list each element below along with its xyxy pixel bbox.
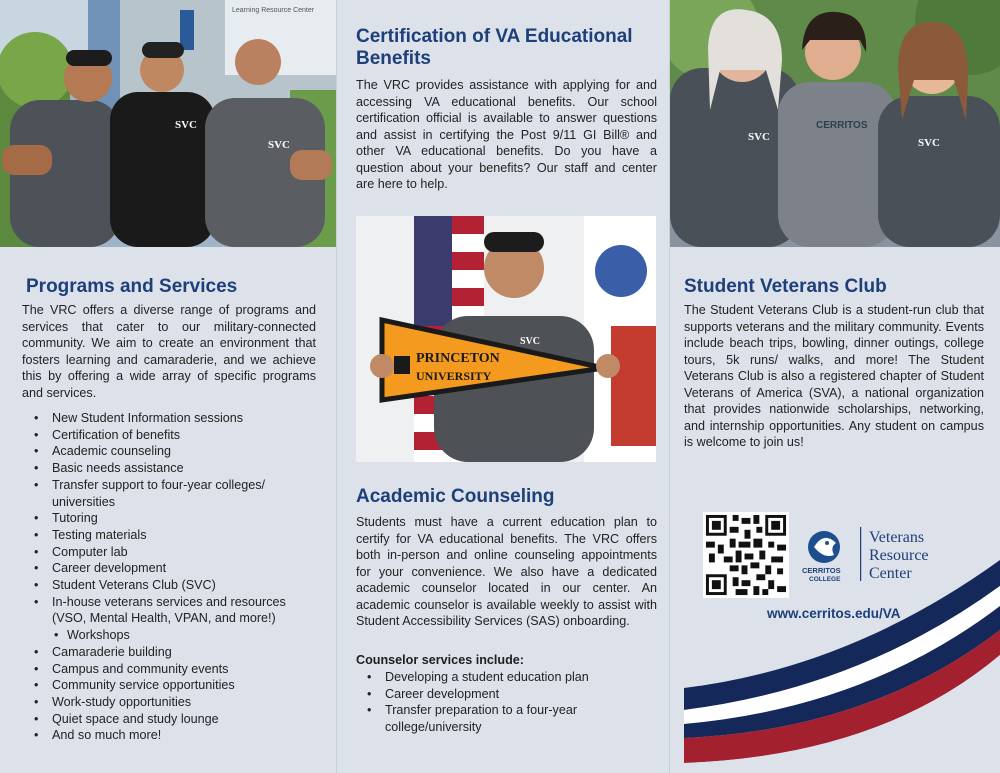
programs-intro: The VRC offers a diverse range of programs and services that cater to our military-connected community. We aim to create an environment that fosters learning and camaraderie, and we achieve this by offering a wide array of specific programs and services. (22, 303, 316, 400)
service-item: • Developing a student education plan (363, 669, 653, 686)
service-item: • Transfer preparation to a four-year college/university (363, 702, 653, 735)
panel-benefits (336, 0, 670, 773)
program-item: • Campus and community events (30, 661, 320, 678)
program-item: • Certification of benefits (30, 427, 320, 444)
cert-body: The VRC provides assistance with applying for and accessing VA educational benefits. Our school certification official is available to answer questions and assist in certifying the Post 9/11 GI Bill® and other VA educational benefits. Do you have a question about your benefits? Our staff and center are here to help. (356, 78, 657, 191)
center-line2: Resource (869, 547, 929, 564)
program-item: • Student Veterans Club (SVC) (30, 577, 320, 594)
shirt-logo: SVC (520, 336, 541, 347)
photo-princeton-pennant (356, 216, 656, 462)
service-item: • Career development (363, 686, 653, 703)
building-sign: Learning Resource Center (232, 7, 315, 14)
cert-heading: Certification of VA Educational Benefits (356, 26, 633, 69)
shirt-logo: SVC (918, 137, 941, 149)
vrc-logo (800, 525, 965, 585)
program-item: • In-house veterans services and resources (VSO, Mental Health, VPAN, and more!) (30, 594, 320, 627)
program-item: • Work-study opportunities (30, 694, 320, 711)
pennant-line2: UNIVERSITY (416, 369, 492, 383)
programs-list (30, 410, 320, 744)
shirt-logo: SVC (748, 131, 771, 143)
photo-three-women (670, 0, 1000, 247)
club-body: The Student Veterans Club is a student-run club that supports veterans and the military community. Events include beach trips, bowling, dinner outings, college tours, 5k runs/ walks, and more! The Student Veterans Club is also a registered chapter of Student Veterans of America (SVA), a national organization that provides nationwide scholarships, networking, and internship opportunities. Any student on campus is welcome to join us! (684, 303, 984, 449)
photo-three-veterans (0, 0, 336, 247)
program-item: • Academic counseling (30, 443, 320, 460)
services-list (363, 669, 653, 736)
logo-college-line2: COLLEGE (809, 576, 841, 583)
counsel-body: Students must have a current education plan to certify for VA educational benefits. The VRC offers both in-person and online counseling appointments for your convenience. We also have a dedicated academic counselor located in our center. An academic counselor is available weekly to assist with Student Accessibility Services (SAS) onboarding. (356, 515, 657, 628)
center-line3: Center (869, 565, 912, 582)
logo-college-line1: CERRITOS (802, 566, 841, 575)
website-link[interactable]: www.cerritos.edu/VA (767, 606, 901, 621)
program-item: • Basic needs assistance (30, 460, 320, 477)
program-item: • New Student Information sessions (30, 410, 320, 427)
program-item: • Quiet space and study lounge (30, 711, 320, 728)
center-line1: Veterans (869, 529, 925, 546)
qr-code[interactable] (703, 512, 789, 598)
program-item: • Transfer support to four-year colleges/ universities (30, 477, 320, 510)
program-item: • Workshops (30, 627, 320, 644)
services-label: Counselor services include: (356, 653, 524, 667)
shirt-logo: SVC (175, 119, 198, 131)
program-item: • Camaraderie building (30, 644, 320, 661)
program-item: • Testing materials (30, 527, 320, 544)
club-heading: Student Veterans Club (684, 276, 887, 297)
program-item: • Computer lab (30, 544, 320, 561)
program-item: • Tutoring (30, 510, 320, 527)
program-item: • And so much more! (30, 727, 320, 744)
programs-heading: Programs and Services (26, 276, 238, 297)
pennant-line1: PRINCETON (416, 351, 500, 366)
counsel-heading: Academic Counseling (356, 486, 555, 507)
program-item: • Career development (30, 560, 320, 577)
panel-programs (0, 0, 336, 773)
program-item: • Community service opportunities (30, 677, 320, 694)
shirt-text: CERRITOS (816, 120, 868, 131)
shirt-logo: SVC (268, 139, 291, 151)
